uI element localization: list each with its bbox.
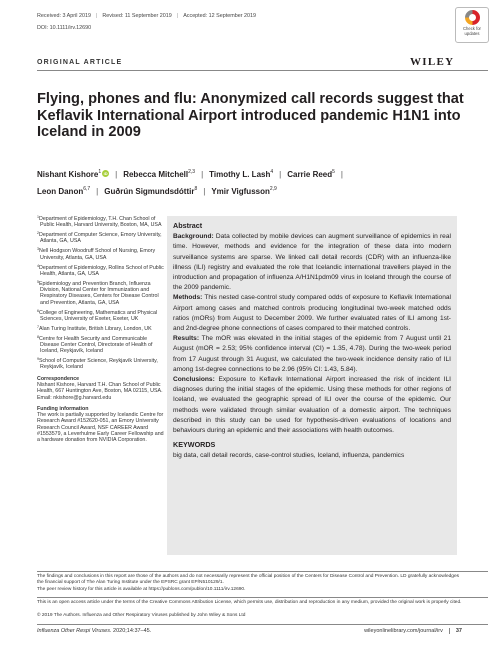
received-date: Received: 3 April 2019 bbox=[37, 13, 91, 19]
affiliation: $^2$Department of Computer Science, Emory University, Atlanta, GA, USA bbox=[37, 231, 162, 245]
affiliation: $^1$Department of Epidemiology, T.H. Chan School of Public Health, Harvard University, Boston, MA, USA bbox=[37, 215, 162, 229]
article-dates bbox=[37, 13, 256, 19]
page-footer bbox=[37, 628, 462, 634]
copyright-text: © 2019 The Authors. Influenza and Other Respiratory Viruses published by John Wiley & Sons Ltd bbox=[37, 613, 246, 618]
author-list bbox=[37, 165, 477, 199]
author-separator: | bbox=[96, 187, 99, 196]
affiliation: $^3$Nell Hodgson Woodruff School of Nursing, Emory University, Atlanta, GA, USA bbox=[37, 247, 156, 261]
correspondence-email[interactable]: Email: nkishore@g.harvard.edu bbox=[37, 394, 112, 401]
footnote-disclaimer: The findings and conclusions in this report are those of the authors and do not necessarily represent the official position of the Centers for Disease Control and Prevention. LD gratefully acknowledges the financial support of The Alan Turing Institute under the EPSRC grant EP/N510129/1. bbox=[37, 574, 460, 586]
check-for-updates-label: Check for updates bbox=[463, 26, 481, 36]
affiliation: $^4$Department of Epidemiology, Rollins School of Public Health, Atlanta, GA, USA bbox=[37, 263, 164, 277]
journal-citation: Influenza Other Respi Viruses. 2020;14:37–45. bbox=[37, 628, 152, 634]
crossmark-icon bbox=[465, 10, 480, 25]
abstract-conclusions: Conclusions: Exposure to Keflavik International Airport increased the risk of incident ILI diagnoses during the initial stages of the epidemic. Using these methods for other regions of Iceland, we evaluated the geographic spread of ILI over the course of the epidemic. Our methods were validated through similar evaluation of a domestic airport. The techniques described in this study can be used for hypothesis-driven evaluations of locations and behaviours during an epidemic and their associations with health outcomes. bbox=[173, 376, 451, 435]
affiliation: $^8$Centre for Health Security and Communicable Disease Center Control, Directorate of Health of Iceland, Reykjavík, Iceland bbox=[37, 334, 153, 355]
affiliation: $^7$Alan Turing Institute, British Library, London, UK bbox=[37, 324, 152, 332]
author[interactable]: Guðrún Sigmundsdóttir$^8$ bbox=[104, 186, 198, 196]
author-separator: | bbox=[340, 170, 343, 179]
footer-divider bbox=[37, 624, 488, 625]
author-separator: | bbox=[115, 170, 118, 179]
affiliation: $^5$Epidemiology and Prevention Branch, Influenza Division, National Center for Immunization and Respiratory Diseases, Centers for Disease Control and Prevention, Atlanta, GA, USA bbox=[37, 279, 159, 306]
check-for-updates-button[interactable] bbox=[455, 7, 489, 43]
abstract-box bbox=[167, 216, 457, 555]
page-number: 37 bbox=[449, 628, 462, 634]
correspondence-heading: Correspondence bbox=[37, 375, 80, 382]
article-title: Flying, phones and flu: Anonymized call records suggest that Keflavik International Airport introduced pandemic H1N1 into Iceland in 2009 bbox=[37, 91, 464, 140]
accepted-date: Accepted: 12 September 2019 bbox=[183, 13, 257, 19]
funding-heading: Funding information bbox=[37, 405, 89, 412]
author[interactable]: Ymir Vigfusson$^{2,9}$ bbox=[211, 186, 277, 196]
footnote-divider bbox=[37, 571, 488, 572]
date-separator: | bbox=[95, 13, 98, 19]
journal-url[interactable]: wileyonlinelibrary.com/journal/irv bbox=[364, 628, 443, 634]
author[interactable]: Nishant Kishore$^1$ iD bbox=[37, 169, 108, 179]
date-separator: | bbox=[176, 13, 179, 19]
affiliation: $^9$School of Computer Science, Reykjavík University, Reykjavík, Iceland bbox=[37, 357, 158, 371]
section-label: ORIGINAL ARTICLE bbox=[37, 59, 123, 66]
correspondence-address: Nishant Kishore, Harvard T.H. Chan School of Public Health, 667 Huntington Ave, Boston, MA 02115, USA. bbox=[37, 381, 163, 395]
author-separator: | bbox=[279, 170, 282, 179]
author-separator: | bbox=[203, 187, 206, 196]
funding-text: The work is partially supported by Icelandic Centre for Research Award #152620-051, an Emory University Research Council Award, NSF CAREER Award #1553579, a Leverhulme Early Career Fellowship and a hardware donation from NVIDIA Corporation. bbox=[37, 412, 164, 444]
keywords: big data, call detail records, case-control studies, Iceland, influenza, pandemics bbox=[173, 452, 405, 460]
author[interactable]: Timothy L. Lash$^4$ bbox=[209, 169, 274, 179]
orcid-icon[interactable]: iD bbox=[103, 171, 108, 176]
author[interactable]: Rebecca Mitchell$^{2,3}$ bbox=[123, 169, 196, 179]
header-divider bbox=[37, 70, 488, 71]
abstract-results: Results: The mOR was elevated in the initial stages of the epidemic from 7 August until 21 August (mOR = 2.53; 95% confidence interval (CI) = 1.35, 4.78). During the two-week period from 17 August through 31 August, we calculated the two-week incidence density ratio of ILI among 1st-degree connections to be 2.96 (95% CI: 1.43, 5.84). bbox=[173, 335, 452, 373]
author-separator: | bbox=[201, 170, 204, 179]
author[interactable]: Carrie Reed$^5$ bbox=[287, 169, 335, 179]
affiliation-column bbox=[37, 214, 165, 444]
abstract-methods: Methods: This nested case-control study compared odds of exposure to Keflavik International Airport among cases and matched controls producing longitudinal two-week matched odds ratios (mORs) from August to December 2009. We further evaluated rates of ILI among 1st- and 2nd-degree phone connections of cases compared to their matched controls. bbox=[173, 294, 451, 333]
publisher-logo: WILEY bbox=[410, 56, 455, 68]
abstract-heading: Abstract bbox=[173, 221, 203, 230]
doi[interactable]: DOI: 10.1111/irv.12690 bbox=[37, 25, 92, 31]
license-divider bbox=[37, 597, 488, 598]
abstract-background: Background: Data collected by mobile devices can augment surveillance of epidemics in real time. However, methods and evidence for the integration of these data into modern surveillance systems are sparse. We linked call detail records (CDR) with an influenza-like illness (ILI) registry and evaluated the role that Icelandic international travellers played in the introduction and propagation of influenza A/H1N1pdm09 virus in Iceland through the course of the 2009 pandemic. bbox=[173, 233, 451, 292]
keywords-heading: KEYWORDS bbox=[173, 440, 216, 450]
affiliation: $^6$College of Engineering, Mathematics and Physical Sciences, University of Exeter, Exeter, UK bbox=[37, 308, 158, 322]
license-text: This is an open access article under the terms of the Creative Commons Attribution License, which permits use, distribution and reproduction in any medium, provided the original work is properly cited. bbox=[37, 600, 462, 605]
revised-date: Revised: 11 September 2019 bbox=[102, 13, 172, 19]
author[interactable]: Leon Danon$^{6,7}$ bbox=[37, 186, 91, 196]
footnote-peer-review[interactable]: The peer review history for this article is available at https://publons.com/publon/10.1111/irv.12690. bbox=[37, 587, 246, 592]
